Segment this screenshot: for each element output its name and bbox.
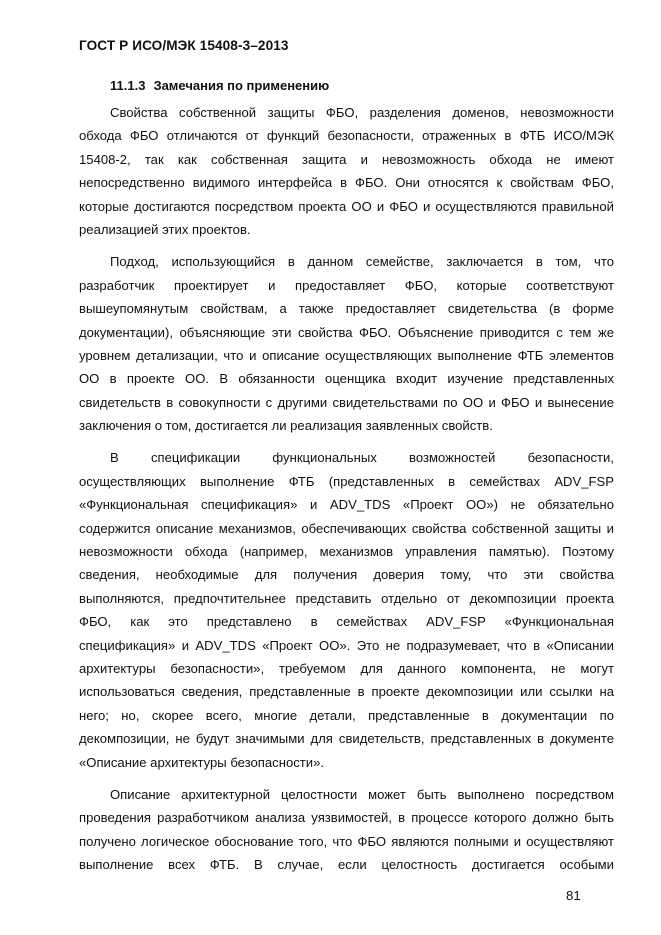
text-line: реализацией этих проектов.	[79, 221, 251, 237]
text-line: заключения о том, достигается ли реализация заявленных свойств.	[79, 418, 493, 434]
section-number: 11.1.3	[110, 78, 146, 93]
text-line: разработчик проектирует и предоставляет ФБО, которые соответствуют	[79, 277, 614, 293]
text-line: него; но, скорее всего, многие детали, представленные в документации по	[79, 707, 614, 723]
page-number: 81	[566, 888, 581, 903]
body-text	[79, 101, 614, 886]
text-line: выполнение всех ФТБ. В случае, если целостность достигается особыми	[79, 857, 614, 873]
text-line: спецификация» и ADV_TDS «Проект ОО». Это не подразумевает, что в «Описании	[79, 637, 614, 653]
text-line: ФБО, как это представлено в семействах ADV_FSP «Функциональная	[79, 614, 614, 630]
text-line: невозможности обхода (например, механизмов управления памятью). Поэтому	[79, 544, 614, 560]
text-line: обхода ФБО отличаются от функций безопасности, отраженных в ФТБ ИСО/МЭК	[79, 128, 614, 144]
text-line: использоваться сведения, представленные в проекте декомпозиции или ссылки на	[79, 684, 614, 700]
paragraph	[79, 250, 614, 437]
text-line: архитектуры безопасности», требуемом для данного компонента, не могут	[79, 660, 614, 676]
text-line: проведения разработчиком анализа уязвимостей, в процессе которого должно быть	[79, 810, 614, 826]
text-line: документации), объясняющие эти свойства ФБО. Объяснение приводится с тем же	[79, 324, 614, 340]
text-line: Описание архитектурной целостности может быть выполнено посредством	[110, 786, 614, 802]
text-line: Подход, использующийся в данном семействе, заключается в том, что	[110, 254, 614, 270]
section-heading	[110, 78, 329, 93]
text-line: непосредственно видимого интерфейса в ФБО. Они относятся к свойствам ФБО,	[79, 175, 614, 191]
text-line: получено логическое обоснование того, что ФБО являются полными и осуществляют	[79, 833, 614, 849]
text-line: которые достигаются посредством проекта ОО и ФБО и осуществляются правильной	[79, 198, 614, 214]
text-line: содержится описание механизмов, обеспечивающих свойства собственной защиты и	[79, 520, 614, 536]
text-line: осуществляющих выполнение ФТБ (представленных в семействах ADV_FSP	[79, 473, 614, 489]
text-line: «Функциональная спецификация» и ADV_TDS «Проект ОО») не обязательно	[79, 497, 614, 513]
text-line: уровнем детализации, что и описание осуществляющих выполнение ФТБ элементов	[79, 347, 614, 363]
text-line: декомпозиции, не будут значимыми для свидетельств, представленных в документе	[79, 731, 614, 747]
text-line: Свойства собственной защиты ФБО, разделения доменов, невозможности	[110, 105, 614, 120]
standard-header: ГОСТ Р ИСО/МЭК 15408-3–2013	[79, 38, 289, 53]
text-line: выполняются, предпочтительнее представить отдельно от декомпозиции проекта	[79, 590, 614, 606]
text-line: сведения, необходимые для получения доверия тому, что эти свойства	[79, 567, 614, 583]
section-title: Замечания по применению	[153, 78, 330, 93]
text-line: 15408-2, так как собственная защита и невозможность обхода не имеют	[79, 151, 614, 167]
paragraph	[79, 783, 614, 877]
text-line: свидетельств в совокупности с другими свидетельствами по ОО и ФБО и вынесение	[79, 394, 614, 410]
paragraph	[79, 446, 614, 773]
text-line: вышеупомянутым свойствам, а также предоставляет свидетельства (в форме	[79, 301, 614, 317]
text-line: В спецификации функциональных возможностей безопасности,	[110, 450, 614, 466]
text-line: ОО в проекте ОО. В обязанности оценщика входит изучение представленных	[79, 371, 614, 387]
paragraph	[79, 101, 614, 241]
text-line: «Описание архитектуры безопасности».	[79, 754, 325, 770]
